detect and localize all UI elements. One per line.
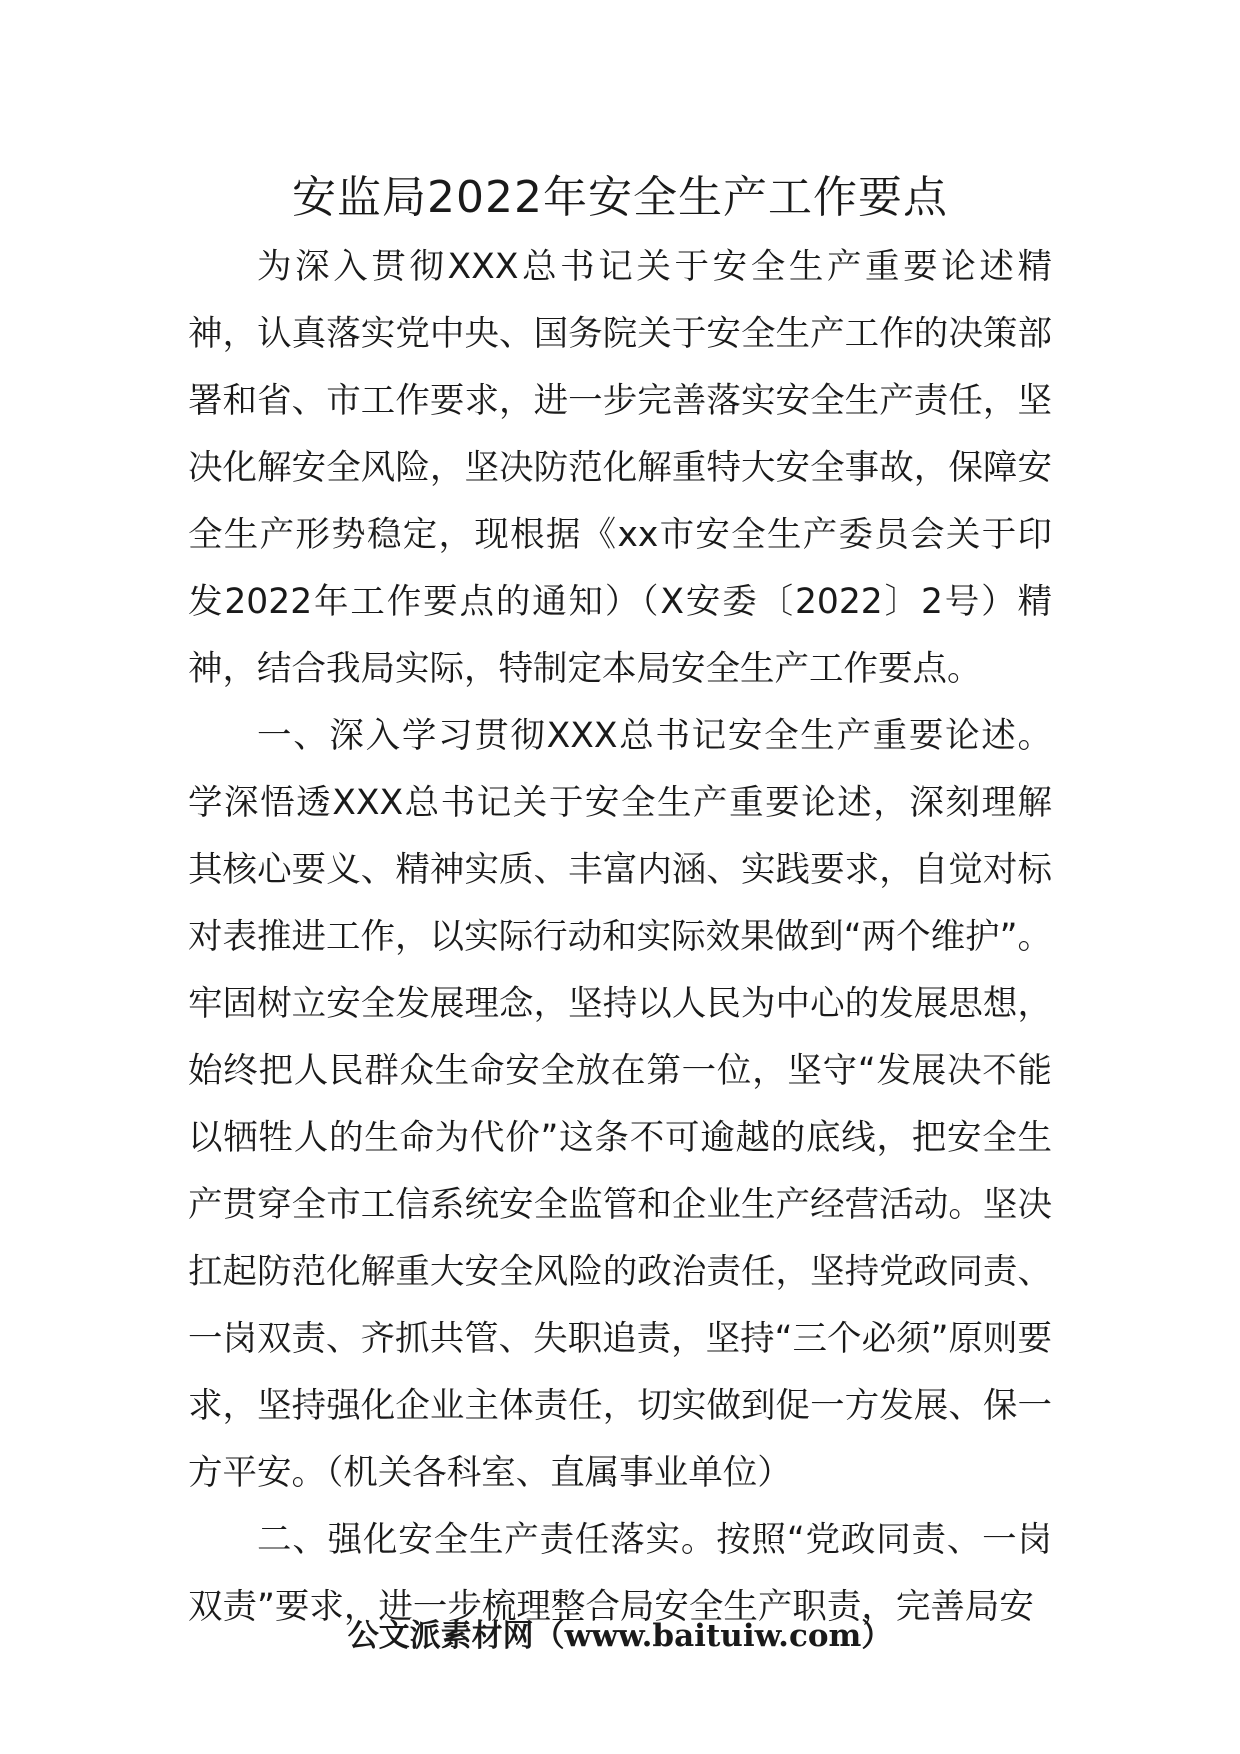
document-title: 安监局2022年安全生产工作要点: [292, 172, 948, 223]
paragraph-intro: 为深入贯彻XXX总书记关于安全生产重要论述精神，认真落实党中央、国务院关于安全生产工作的决策部署和省、市工作要求，进一步完善落实安全生产责任，坚决化解安全风险，坚决防范化解重特大安全事故，保障安全生产形势稳定，现根据《xx市安全生产委员会关于印发2022年工作要点的通知）（X安委〔2022〕2号）精神，结合我局实际，特制定本局安全生产工作要点。: [188, 247, 1052, 689]
footer-watermark: 公文派素材网（www.baituiw.com）: [347, 1618, 893, 1654]
paragraph-section-2: 二、强化安全生产责任落实。按照“党政同责、一岗双责”要求，进一步梳理整合局安全生产职责，完善局安: [188, 1520, 1052, 1627]
document-body: [188, 234, 1052, 1641]
paragraph-section-1: 一、深入学习贯彻XXX总书记安全生产重要论述。学深悟透XXX总书记关于安全生产重要论述，深刻理解其核心要义、精神实质、丰富内涵、实践要求，自觉对标对表推进工作，以实际行动和实际效果做到“两个维护”。牢固树立安全发展理念，坚持以人民为中心的发展思想，始终把人民群众生命安全放在第一位，坚守“发展决不能以牺牲人的生命为代价”这条不可逾越的底线，把安全生产贯穿全市工信系统安全监管和企业生产经营活动。坚决扛起防范化解重大安全风险的政治责任，坚持党政同责、一岗双责、齐抓共管、失职追责，坚持“三个必须”原则要求，坚持强化企业主体责任，切实做到促一方发展、保一方平安。（机关各科室、直属事业单位）: [188, 716, 1052, 1493]
